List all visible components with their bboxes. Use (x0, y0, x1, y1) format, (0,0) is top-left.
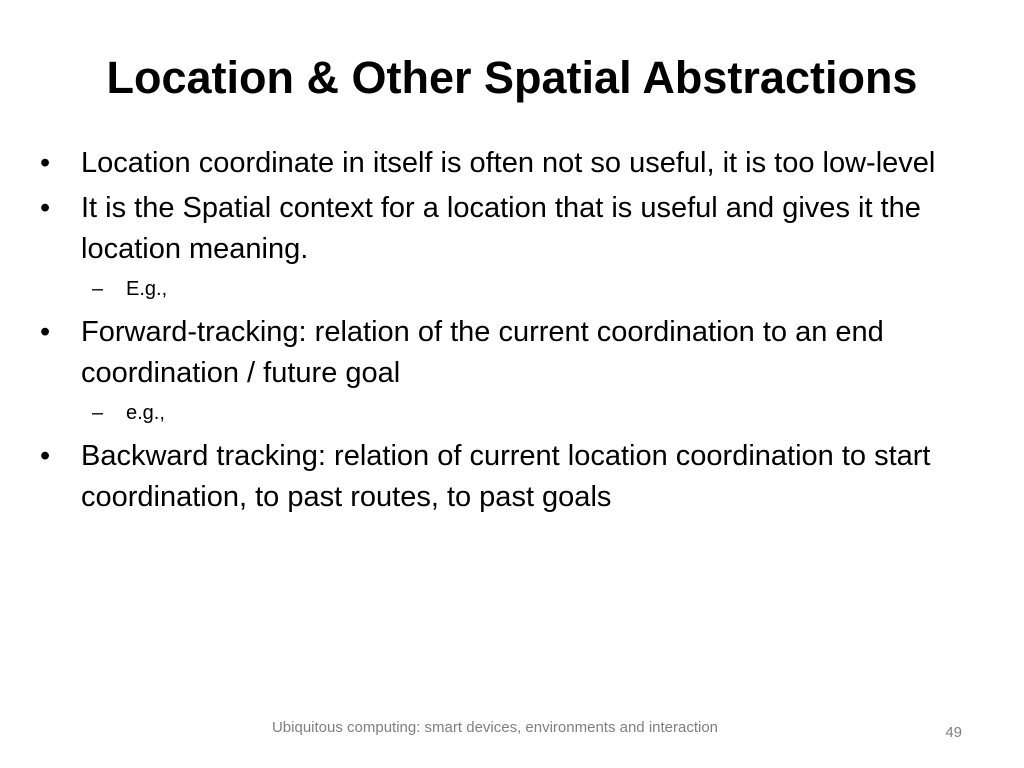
slide-footer: Ubiquitous computing: smart devices, environments and interaction (271, 719, 719, 736)
bullet-item (40, 188, 980, 270)
dash-marker-icon: – (92, 278, 104, 300)
bullet-marker-icon: • (40, 316, 51, 348)
bullet-text: Backward tracking: relation of current location coordination to start coordination, to past routes, to past goals (81, 440, 931, 513)
bullet-list (40, 143, 980, 522)
bullet-text: Location coordinate in itself is often not so useful, it is too low-level (81, 147, 936, 179)
bullet-marker-icon: • (40, 147, 51, 179)
sub-bullet-text: E.g., (126, 278, 168, 300)
bullet-item (40, 312, 980, 394)
sub-bullet-text: e.g., (126, 402, 165, 424)
bullet-marker-icon: • (40, 440, 51, 472)
bullet-text: It is the Spatial context for a location that is useful and gives it the location meaning. (81, 192, 921, 265)
bullet-marker-icon: • (40, 192, 51, 224)
bullet-item (40, 436, 980, 518)
sub-bullet-item (40, 398, 980, 428)
sub-bullet-item (40, 274, 980, 304)
bullet-item (40, 143, 980, 184)
bullet-text: Forward-tracking: relation of the current coordination to an end coordination / future goal (81, 316, 884, 389)
page-number: 49 (945, 724, 962, 741)
dash-marker-icon: – (92, 402, 104, 424)
slide-title: Location & Other Spatial Abstractions (106, 52, 918, 103)
